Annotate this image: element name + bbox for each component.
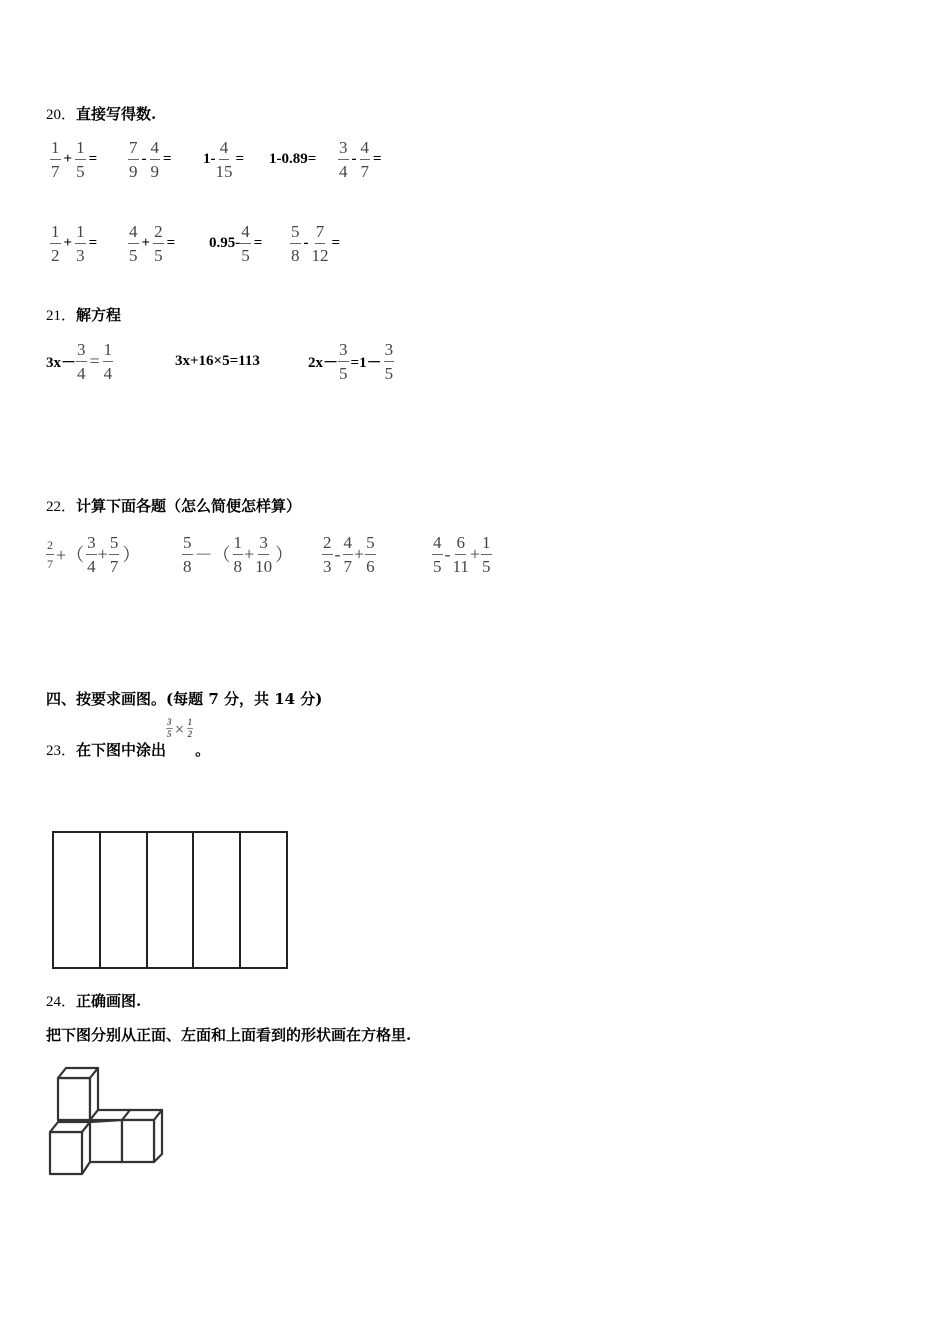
fraction: $\frac{6}{11}$ [452, 532, 469, 576]
cube-face [90, 1120, 122, 1162]
fraction: $\frac{3}{5}$ [167, 717, 172, 739]
fraction: $\frac{2}{7}$ [47, 537, 53, 571]
fraction: $\frac{4}{5}$ [241, 221, 250, 265]
q21-heading [46, 304, 121, 325]
fraction: $\frac{7}{9}$ [129, 137, 138, 181]
fraction: $\frac{4}{15}$ [215, 137, 233, 181]
q21-eq2: 3x+16×5=113 [175, 352, 260, 369]
fraction: $\frac{1}{7}$ [51, 137, 60, 181]
q20-r1-item2: $\frac{7}{9}$ - $\frac{4}{9}$ = [129, 137, 172, 181]
q24-number: 24． [46, 994, 77, 1010]
q20-r1-item1: $\frac{1}{7}$ + $\frac{1}{5}$ = [51, 137, 98, 181]
fraction: $\frac{4}{5}$ [129, 221, 138, 265]
shading-rectangle[interactable] [52, 831, 288, 969]
fraction: $\frac{1}{4}$ [103, 339, 113, 383]
fraction: $\frac{7}{12}$ [311, 221, 329, 265]
q22-e3: $\frac{2}{3}$ - $\frac{4}{7}$ + $\frac{5}{6}$ [323, 532, 375, 576]
fraction: $\frac{2}{5}$ [154, 221, 163, 265]
q20-r2-item4: $\frac{5}{8}$ - $\frac{7}{12}$ = [291, 221, 341, 265]
q20-r1-item4: 1-0.89= [269, 150, 317, 167]
q24-title: 正确画图. [76, 992, 142, 1010]
fraction: $\frac{4}{5}$ [433, 532, 442, 576]
rectangle-column[interactable] [192, 831, 241, 969]
q21-eq1: 3x－ $\frac{3}{4}$ = $\frac{1}{4}$ [46, 339, 113, 383]
cube-face [154, 1110, 162, 1162]
fraction: $\frac{1}{5}$ [76, 137, 85, 181]
cube-face [58, 1078, 90, 1120]
fraction: $\frac{3}{5}$ [339, 339, 348, 383]
q20-number: 20． [46, 107, 77, 123]
q23-heading: 23． 在下图中涂出 $\frac{3}{5}$ × $\frac{1}{2}$ 。 [46, 718, 210, 762]
fraction: $\frac{1}{8}$ [233, 532, 242, 576]
cube-face [50, 1132, 82, 1174]
cube-face [122, 1120, 154, 1162]
rectangle-column[interactable] [52, 831, 101, 969]
fraction: $\frac{3}{4}$ [87, 532, 96, 576]
q22-heading [46, 495, 301, 516]
q22-e4: $\frac{4}{5}$ - $\frac{6}{11}$ + $\frac{1}{5}$ [433, 532, 491, 576]
q23-number: 23． [46, 743, 77, 759]
fraction: $\frac{1}{5}$ [482, 532, 491, 576]
fraction: $\frac{1}{2}$ [187, 717, 193, 739]
rectangle-column[interactable] [239, 831, 288, 969]
q20-row2 [50, 218, 343, 268]
q21-equations [46, 336, 394, 386]
q21-eq3: 2x－ $\frac{3}{5}$ =1－ $\frac{3}{5}$ [308, 339, 394, 383]
q24-instruction: 把下图分别从正面、左面和上面看到的形状画在方格里. [46, 1026, 412, 1044]
q23-expression: $\frac{3}{5}$ × $\frac{1}{2}$ [167, 717, 193, 739]
q20-r2-item1: $\frac{1}{2}$ + $\frac{1}{3}$ = [51, 221, 98, 265]
q20-row1 [50, 134, 385, 184]
q20-r1-item5: $\frac{3}{4}$ - $\frac{4}{7}$ = [339, 137, 382, 181]
q22-title: 计算下面各题（怎么简便怎样算） [76, 497, 302, 515]
q20-r2-item2: $\frac{4}{5}$ + $\frac{2}{5}$ = [129, 221, 176, 265]
fraction: $\frac{1}{3}$ [76, 221, 85, 265]
cube-figure [44, 1062, 168, 1180]
q22-e1: $\frac{2}{7}$ +（ $\frac{3}{4}$ + $\frac{5}{7}$ ） [47, 532, 141, 576]
q21-title: 解方程 [76, 306, 122, 324]
q20-r1-item3: 1- $\frac{4}{15}$ = [203, 137, 245, 181]
fraction: $\frac{4}{7}$ [343, 532, 352, 576]
section4-heading: 四、按要求画图。(每题 7 分，共 14 分) [46, 690, 323, 708]
fraction: $\frac{3}{4}$ [339, 137, 348, 181]
fraction: $\frac{2}{3}$ [323, 532, 332, 576]
fraction: $\frac{3}{5}$ [384, 339, 394, 383]
q20-heading [46, 103, 156, 124]
q22-number: 22． [46, 499, 77, 515]
fraction: $\frac{5}{8}$ [291, 221, 300, 265]
q20-title: 直接写得数. [76, 105, 157, 123]
q22-expressions [46, 528, 492, 580]
fraction: $\frac{3}{4}$ [77, 339, 86, 383]
fraction: $\frac{4}{9}$ [150, 137, 159, 181]
rectangle-column[interactable] [99, 831, 148, 969]
q24-heading [46, 990, 141, 1011]
fraction: $\frac{4}{7}$ [360, 137, 369, 181]
q22-e2: $\frac{5}{8}$ －（ $\frac{1}{8}$ + $\frac{3}{10}$ ） [183, 532, 294, 576]
fraction: $\frac{5}{6}$ [366, 532, 375, 576]
q20-r2-item3: 0.95- $\frac{4}{5}$ = [209, 221, 263, 265]
q23-title: 在下图中涂出 [76, 741, 167, 759]
fraction: $\frac{1}{2}$ [51, 221, 60, 265]
q21-number: 21． [46, 308, 77, 324]
fraction: $\frac{3}{10}$ [255, 532, 273, 576]
fraction: $\frac{5}{7}$ [109, 532, 119, 576]
rectangle-column[interactable] [146, 831, 194, 969]
fraction: $\frac{5}{8}$ [183, 532, 192, 576]
